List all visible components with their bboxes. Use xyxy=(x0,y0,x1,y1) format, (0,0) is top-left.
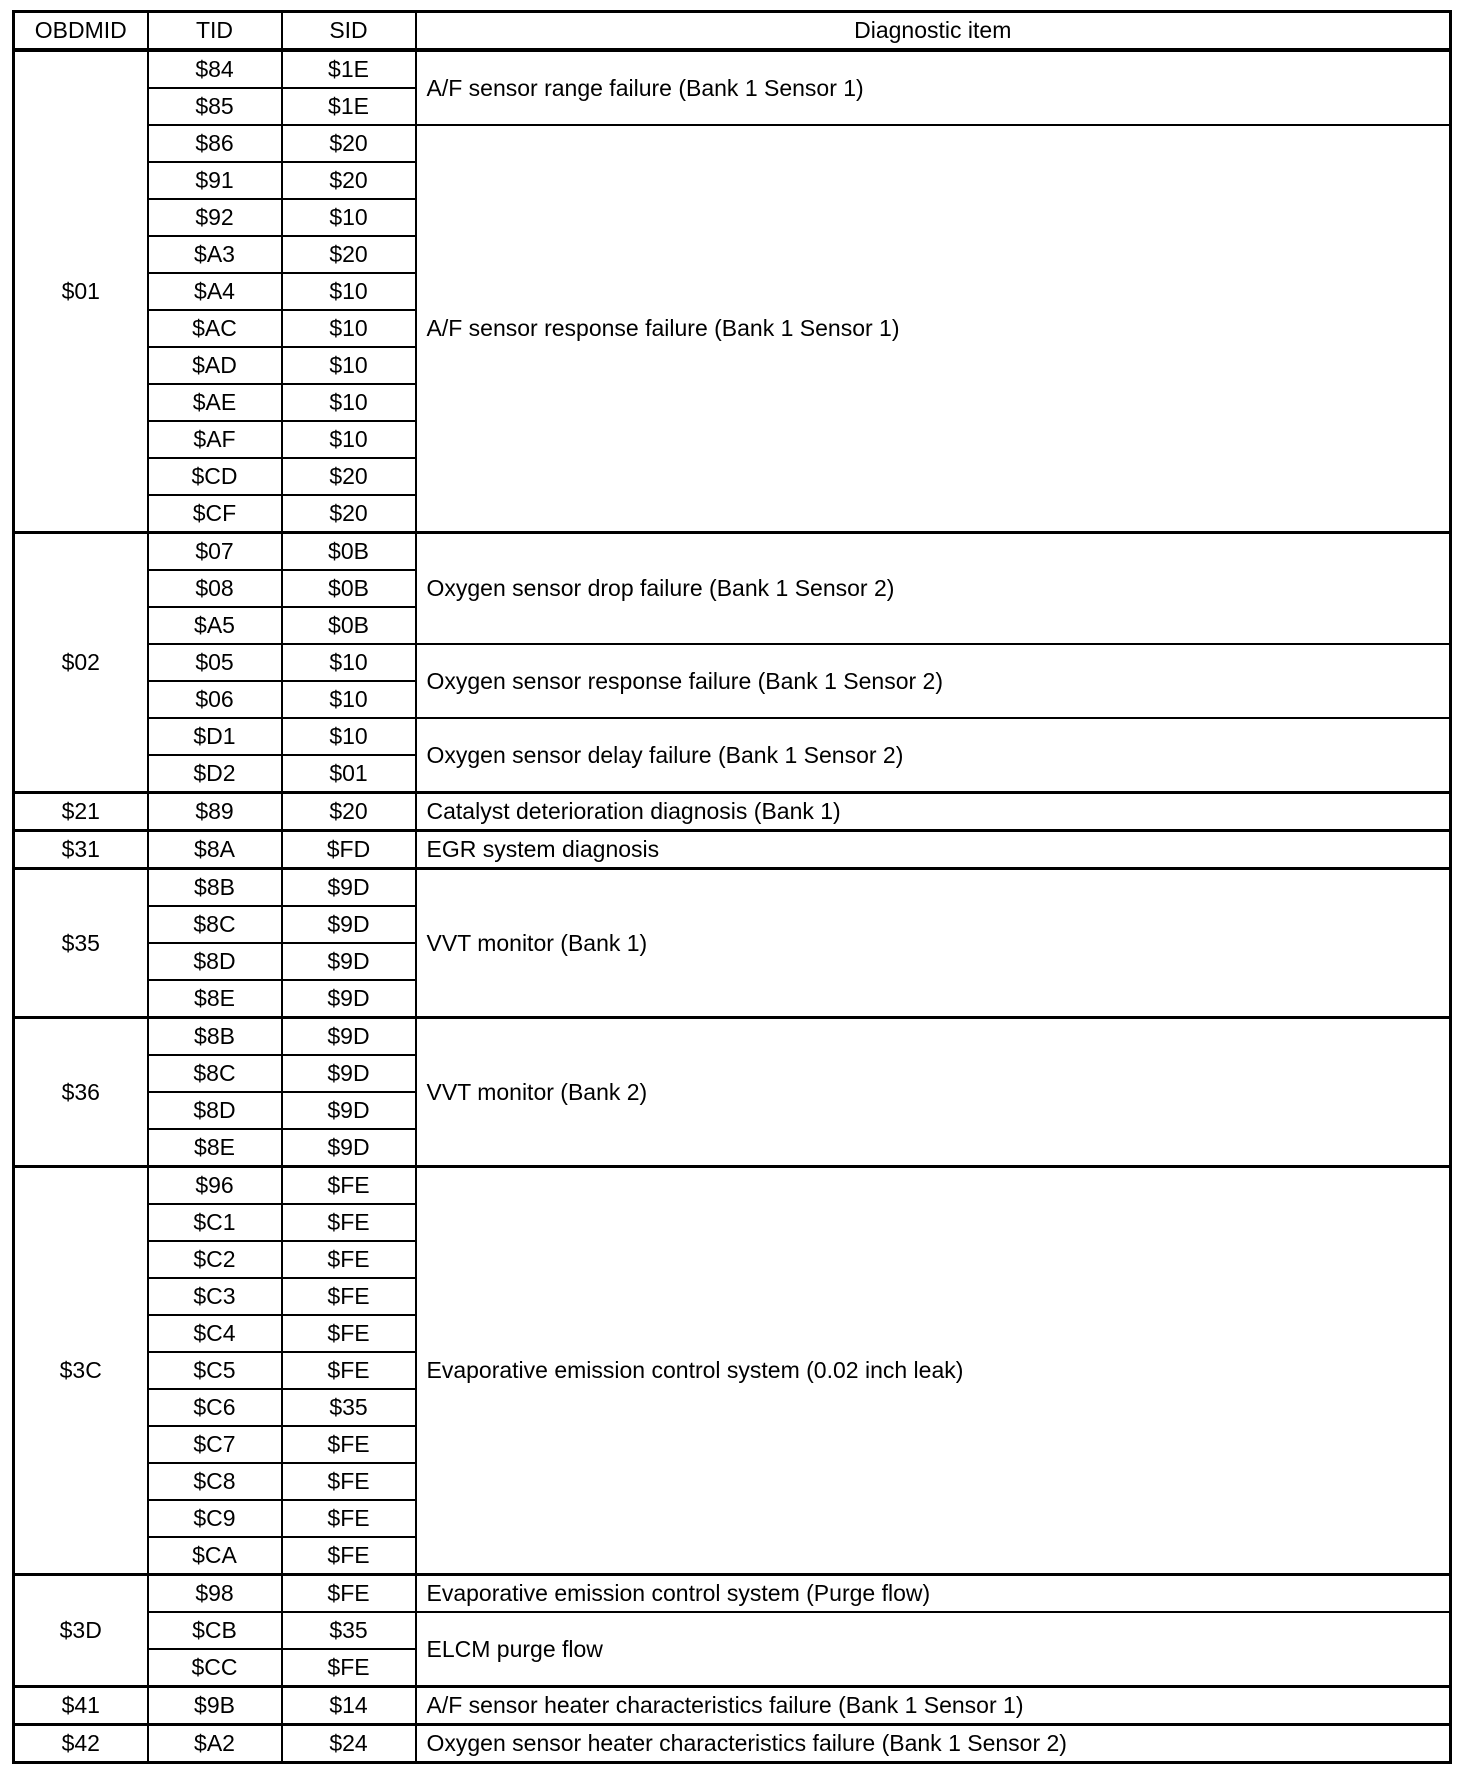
table-row xyxy=(14,50,1451,88)
header-row xyxy=(14,12,1451,51)
tid-cell: $A5 xyxy=(148,607,282,644)
table-row xyxy=(14,1725,1451,1763)
table-row xyxy=(14,1018,1451,1056)
table-row xyxy=(14,793,1451,831)
tid-cell: $92 xyxy=(148,199,282,236)
diagnostic-item-cell: Catalyst deterioration diagnosis (Bank 1) xyxy=(416,793,1451,831)
sid-cell: $10 xyxy=(282,681,416,718)
sid-cell: $20 xyxy=(282,236,416,273)
sid-cell: $20 xyxy=(282,495,416,533)
diagnostic-item-cell: VVT monitor (Bank 1) xyxy=(416,869,1451,1018)
sid-cell: $10 xyxy=(282,718,416,755)
obdmid-cell: $31 xyxy=(14,831,148,869)
tid-cell: $AF xyxy=(148,421,282,458)
diagnostic-item-cell: Evaporative emission control system (0.02 inch leak) xyxy=(416,1167,1451,1575)
tid-cell: $84 xyxy=(148,50,282,88)
tid-cell: $C4 xyxy=(148,1315,282,1352)
tid-cell: $98 xyxy=(148,1575,282,1613)
tid-cell: $8B xyxy=(148,1018,282,1056)
tid-cell: $C2 xyxy=(148,1241,282,1278)
tid-cell: $08 xyxy=(148,570,282,607)
table-row xyxy=(14,644,1451,681)
sid-cell: $9D xyxy=(282,1055,416,1092)
tid-cell: $07 xyxy=(148,533,282,571)
tid-cell: $C5 xyxy=(148,1352,282,1389)
sid-cell: $FE xyxy=(282,1241,416,1278)
table-row xyxy=(14,869,1451,907)
sid-cell: $20 xyxy=(282,125,416,162)
diagnostic-item-cell: A/F sensor range failure (Bank 1 Sensor 1) xyxy=(416,50,1451,125)
sid-cell: $FE xyxy=(282,1426,416,1463)
tid-cell: $CA xyxy=(148,1537,282,1575)
diagnostic-item-cell: Oxygen sensor response failure (Bank 1 Sensor 2) xyxy=(416,644,1451,718)
tid-cell: $AD xyxy=(148,347,282,384)
sid-cell: $9D xyxy=(282,943,416,980)
tid-cell: $A3 xyxy=(148,236,282,273)
obdmid-table xyxy=(12,10,1452,1764)
header-obdmid: OBDMID xyxy=(14,12,148,51)
sid-cell: $0B xyxy=(282,570,416,607)
tid-cell: $CC xyxy=(148,1649,282,1687)
table-row xyxy=(14,718,1451,755)
tid-cell: $A2 xyxy=(148,1725,282,1763)
sid-cell: $10 xyxy=(282,644,416,681)
header-tid: TID xyxy=(148,12,282,51)
obdmid-cell: $3C xyxy=(14,1167,148,1575)
sid-cell: $0B xyxy=(282,607,416,644)
tid-cell: $C9 xyxy=(148,1500,282,1537)
sid-cell: $FE xyxy=(282,1204,416,1241)
tid-cell: $89 xyxy=(148,793,282,831)
diagnostic-item-cell: ELCM purge flow xyxy=(416,1612,1451,1687)
tid-cell: $8D xyxy=(148,1092,282,1129)
sid-cell: $10 xyxy=(282,384,416,421)
obdmid-cell: $42 xyxy=(14,1725,148,1763)
tid-cell: $8E xyxy=(148,1129,282,1167)
tid-cell: $CB xyxy=(148,1612,282,1649)
table-row xyxy=(14,831,1451,869)
sid-cell: $FE xyxy=(282,1278,416,1315)
tid-cell: $05 xyxy=(148,644,282,681)
tid-cell: $D2 xyxy=(148,755,282,793)
sid-cell: $10 xyxy=(282,421,416,458)
tid-cell: $C3 xyxy=(148,1278,282,1315)
tid-cell: $AE xyxy=(148,384,282,421)
obdmid-cell: $3D xyxy=(14,1575,148,1687)
tid-cell: $D1 xyxy=(148,718,282,755)
table-row xyxy=(14,125,1451,162)
tid-cell: $8D xyxy=(148,943,282,980)
sid-cell: $10 xyxy=(282,199,416,236)
table-row xyxy=(14,533,1451,571)
sid-cell: $9D xyxy=(282,1018,416,1056)
tid-cell: $C8 xyxy=(148,1463,282,1500)
sid-cell: $9D xyxy=(282,980,416,1018)
tid-cell: $C1 xyxy=(148,1204,282,1241)
sid-cell: $FE xyxy=(282,1315,416,1352)
sid-cell: $9D xyxy=(282,1129,416,1167)
table-row xyxy=(14,1575,1451,1613)
table-row xyxy=(14,1167,1451,1205)
sid-cell: $10 xyxy=(282,273,416,310)
tid-cell: $9B xyxy=(148,1687,282,1725)
sid-cell: $9D xyxy=(282,906,416,943)
sid-cell: $01 xyxy=(282,755,416,793)
tid-cell: $A4 xyxy=(148,273,282,310)
tid-cell: $06 xyxy=(148,681,282,718)
sid-cell: $10 xyxy=(282,310,416,347)
obdmid-cell: $41 xyxy=(14,1687,148,1725)
sid-cell: $9D xyxy=(282,869,416,907)
table-body xyxy=(14,50,1451,1763)
diagnostic-item-cell: Oxygen sensor drop failure (Bank 1 Sensor 2) xyxy=(416,533,1451,645)
tid-cell: $C7 xyxy=(148,1426,282,1463)
tid-cell: $CF xyxy=(148,495,282,533)
tid-cell: $96 xyxy=(148,1167,282,1205)
sid-cell: $20 xyxy=(282,162,416,199)
tid-cell: $C6 xyxy=(148,1389,282,1426)
obdmid-cell: $02 xyxy=(14,533,148,793)
sid-cell: $14 xyxy=(282,1687,416,1725)
sid-cell: $35 xyxy=(282,1612,416,1649)
tid-cell: $91 xyxy=(148,162,282,199)
diagnostic-item-cell: A/F sensor heater characteristics failure (Bank 1 Sensor 1) xyxy=(416,1687,1451,1725)
tid-cell: $8B xyxy=(148,869,282,907)
diagnostic-item-cell: Oxygen sensor delay failure (Bank 1 Sensor 2) xyxy=(416,718,1451,793)
header-sid: SID xyxy=(282,12,416,51)
sid-cell: $FE xyxy=(282,1500,416,1537)
header-diagnostic-item: Diagnostic item xyxy=(416,12,1451,51)
sid-cell: $1E xyxy=(282,88,416,125)
sid-cell: $FE xyxy=(282,1352,416,1389)
obdmid-cell: $01 xyxy=(14,50,148,533)
tid-cell: $8E xyxy=(148,980,282,1018)
tid-cell: $86 xyxy=(148,125,282,162)
diagnostic-item-cell: VVT monitor (Bank 2) xyxy=(416,1018,1451,1167)
table-row xyxy=(14,1612,1451,1649)
sid-cell: $35 xyxy=(282,1389,416,1426)
tid-cell: $8C xyxy=(148,906,282,943)
sid-cell: $20 xyxy=(282,793,416,831)
sid-cell: $1E xyxy=(282,50,416,88)
diagnostic-item-cell: A/F sensor response failure (Bank 1 Sensor 1) xyxy=(416,125,1451,533)
sid-cell: $FD xyxy=(282,831,416,869)
tid-cell: $CD xyxy=(148,458,282,495)
sid-cell: $24 xyxy=(282,1725,416,1763)
diagnostic-item-cell: EGR system diagnosis xyxy=(416,831,1451,869)
tid-cell: $8A xyxy=(148,831,282,869)
tid-cell: $AC xyxy=(148,310,282,347)
sid-cell: $20 xyxy=(282,458,416,495)
sid-cell: $FE xyxy=(282,1575,416,1613)
tid-cell: $8C xyxy=(148,1055,282,1092)
tid-cell: $85 xyxy=(148,88,282,125)
sid-cell: $FE xyxy=(282,1649,416,1687)
sid-cell: $FE xyxy=(282,1537,416,1575)
diagnostic-item-cell: Oxygen sensor heater characteristics failure (Bank 1 Sensor 2) xyxy=(416,1725,1451,1763)
sid-cell: $0B xyxy=(282,533,416,571)
diagnostic-item-cell: Evaporative emission control system (Purge flow) xyxy=(416,1575,1451,1613)
obdmid-cell: $21 xyxy=(14,793,148,831)
obdmid-cell: $35 xyxy=(14,869,148,1018)
table-row xyxy=(14,1687,1451,1725)
sid-cell: $FE xyxy=(282,1167,416,1205)
sid-cell: $9D xyxy=(282,1092,416,1129)
sid-cell: $FE xyxy=(282,1463,416,1500)
sid-cell: $10 xyxy=(282,347,416,384)
obdmid-cell: $36 xyxy=(14,1018,148,1167)
